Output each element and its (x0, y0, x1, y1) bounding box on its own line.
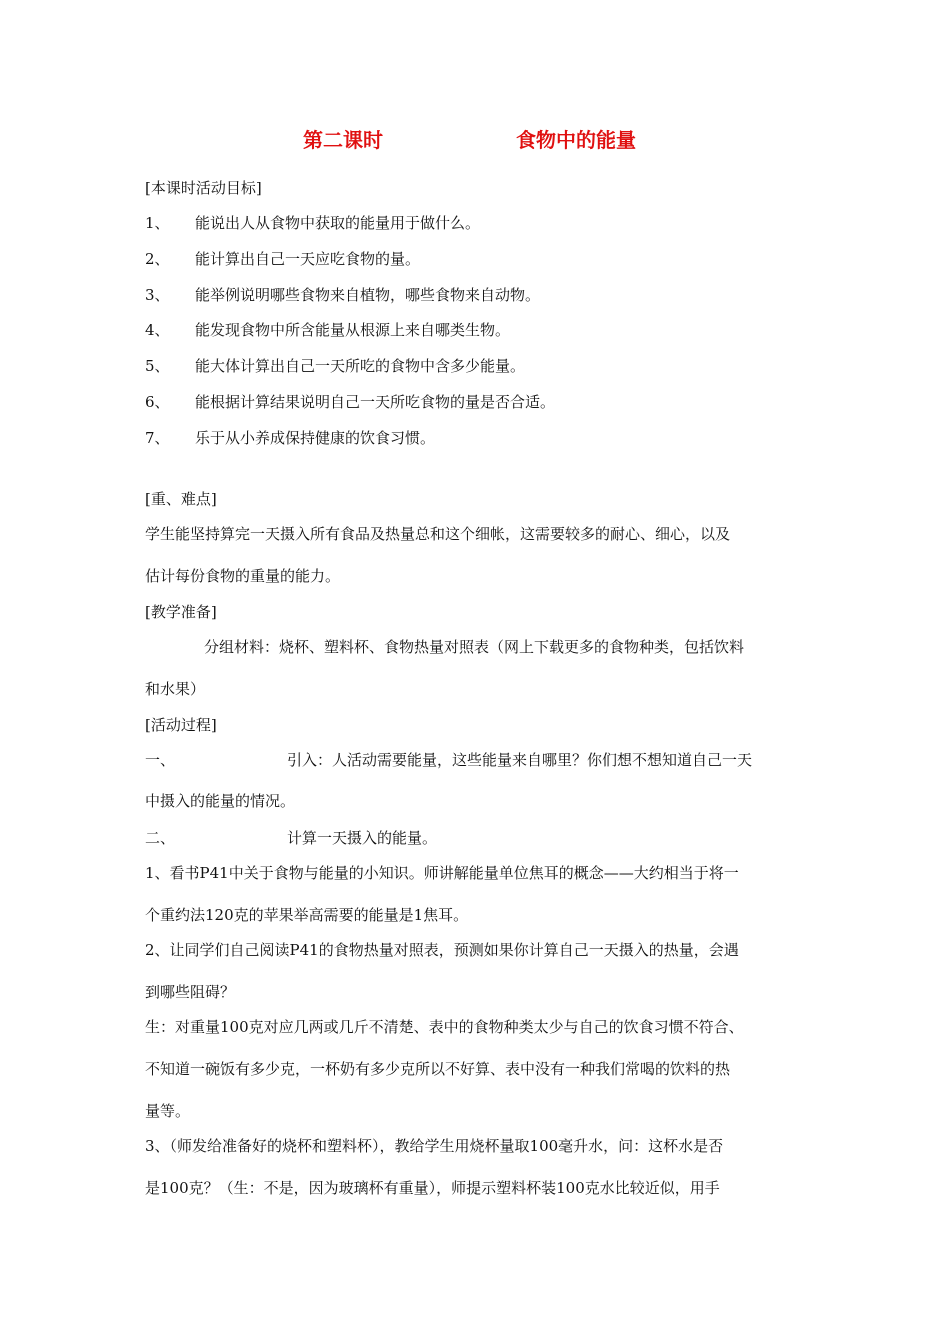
body-paragraph-line: 2、让同学们自己阅读P41的食物热量对照表，预测如果你计算自己一天摄入的热量，会遇 (145, 941, 739, 959)
objective-item: 3、 能举例说明哪些食物来自植物，哪些食物来自动物。 (145, 286, 541, 304)
body-paragraph-line: 是100克？（生：不是，因为玻璃杯有重量），师提示塑料杯装100克水比较近似，用手 (145, 1179, 720, 1197)
body-paragraph-line: 1、看书P41中关于食物与能量的小知识。师讲解能量单位焦耳的概念——大约相当于将一 (145, 864, 739, 882)
page-title (0, 124, 950, 154)
body-paragraph-line: 到哪些阻碍？ (145, 983, 236, 1001)
key-points-text: 学生能坚持算完一天摄入所有食品及热量总和这个细帐，这需要较多的耐心、细心，以及 (145, 525, 731, 543)
body-paragraph-line: 不知道一碗饭有多少克，一杯奶有多少克所以不好算、表中没有一种我们常喝的饮料的热 (145, 1060, 731, 1078)
body-paragraph-line: 个重约法120克的苹果举高需要的能量是1焦耳。 (145, 906, 469, 924)
preparation-text: 分组材料：烧杯、塑料杯、食物热量对照表（网上下载更多的食物种类，包括饮料 (204, 638, 745, 656)
body-paragraph-line: 量等。 (145, 1102, 191, 1120)
key-points-text: 估计每份食物的重量的能力。 (145, 567, 341, 585)
objectives-heading: [本课时活动目标] (145, 179, 262, 197)
objective-item: 7、 乐于从小养成保持健康的饮食习惯。 (145, 429, 436, 447)
preparation-heading: [教学准备] (145, 603, 217, 621)
objective-item: 6、 能根据计算结果说明自己一天所吃食物的量是否合适。 (145, 393, 556, 411)
key-points-heading: [重、难点] (145, 490, 217, 508)
objective-item: 1、 能说出人从食物中获取的能量用于做什么。 (145, 214, 481, 232)
body-paragraph-line: 生：对重量100克对应几两或几斤不清楚、表中的食物种类太少与自己的饮食习惯不符合、 (145, 1018, 744, 1036)
objective-item: 5、 能大体计算出自己一天所吃的食物中含多少能量。 (145, 357, 526, 375)
lesson-topic: 食物中的能量 (516, 128, 636, 152)
objective-item: 2、 能计算出自己一天应吃食物的量。 (145, 250, 421, 268)
lesson-number: 第二课时 (303, 128, 383, 152)
step-calculate: 二、 计算一天摄入的能量。 (145, 829, 438, 847)
objective-item: 4、 能发现食物中所含能量从根源上来自哪类生物。 (145, 321, 511, 339)
process-heading: [活动过程] (145, 716, 217, 734)
preparation-text: 和水果） (145, 680, 206, 698)
body-paragraph-line: 3、（师发给准备好的烧杯和塑料杯），教给学生用烧杯量取100毫升水，问：这杯水是否 (145, 1137, 724, 1155)
step-intro-continuation: 中摄入的能量的情况。 (145, 792, 296, 810)
step-intro: 一、 引入：人活动需要能量，这些能量来自哪里？你们想不想知道自己一天 (145, 751, 753, 769)
